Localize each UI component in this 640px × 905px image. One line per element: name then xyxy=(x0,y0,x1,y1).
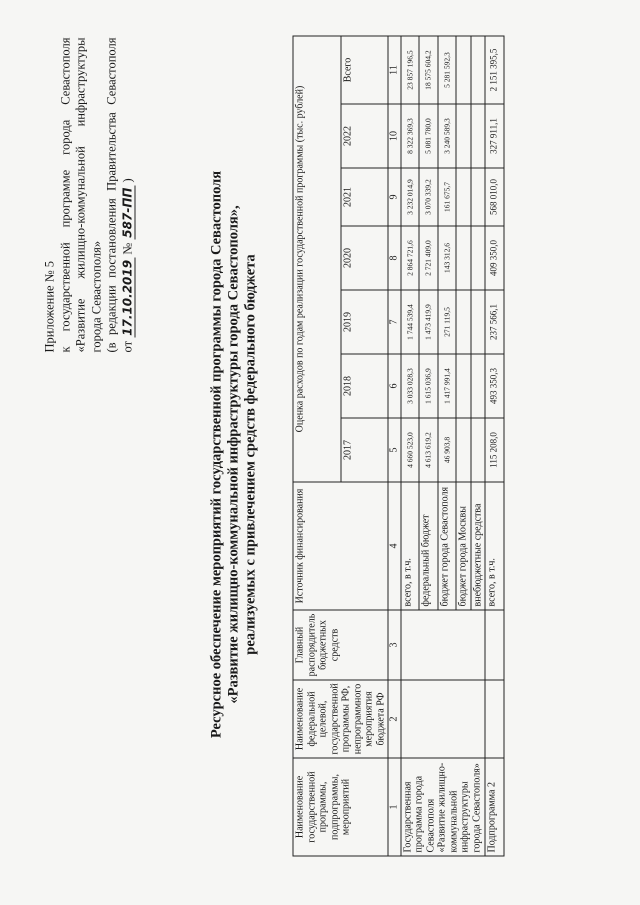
value-cell xyxy=(456,354,471,418)
value-cell: 409 350,0 xyxy=(485,226,504,290)
column-index: 4 xyxy=(388,482,401,610)
value-cell: 143 312,6 xyxy=(438,226,457,290)
value-cell: 493 350,3 xyxy=(485,354,504,418)
header-year: 2020 xyxy=(341,226,389,290)
value-cell: 1 615 036,9 xyxy=(419,354,438,418)
annex-close-paren: ) xyxy=(120,178,134,183)
value-cell xyxy=(471,104,486,168)
source-cell: бюджет города Севастополя xyxy=(438,482,457,610)
source-cell: всего, в т.ч. xyxy=(485,482,504,610)
column-index: 7 xyxy=(388,290,401,354)
column-index: 1 xyxy=(388,758,401,856)
annex-header xyxy=(43,38,136,353)
annex-from-label: от xyxy=(120,340,134,353)
source-cell: федеральный бюджет xyxy=(419,482,438,610)
value-cell xyxy=(456,418,471,482)
value-cell: 3 232 014,9 xyxy=(401,168,420,226)
handwritten-date: 17.10.2019 xyxy=(120,259,134,336)
value-cell xyxy=(471,168,486,226)
header-year: 2019 xyxy=(341,290,389,354)
value-cell: 3 240 589,3 xyxy=(438,104,457,168)
value-cell: 115 208,0 xyxy=(485,418,504,482)
value-cell: 568 010,0 xyxy=(485,168,504,226)
value-cell xyxy=(471,290,486,354)
value-cell xyxy=(456,290,471,354)
document-title xyxy=(209,155,260,755)
value-cell: 327 911,1 xyxy=(485,104,504,168)
federal-program-cell xyxy=(485,680,504,758)
budget-manager-cell xyxy=(485,610,504,680)
annex-line: «Развитие жилищно-коммунальной инфраструктуры xyxy=(73,37,88,353)
rotated-page xyxy=(1,0,640,905)
value-cell: 271 119,5 xyxy=(438,290,457,354)
value-cell: 5 081 780,0 xyxy=(419,104,438,168)
value-cell: 1 473 419,9 xyxy=(419,290,438,354)
budget-manager-cell xyxy=(401,610,486,680)
header-year: 2018 xyxy=(341,354,389,418)
value-cell xyxy=(471,354,486,418)
header-year: 2022 xyxy=(341,104,389,168)
header-year: Всего xyxy=(341,36,389,104)
program-name-cell: Государственная программа города Севастополя «Развитие жилищно-коммунальной инфраструктуры города Севастополя» xyxy=(401,758,486,856)
value-cell: 46 903,8 xyxy=(438,418,457,482)
value-cell: 1 744 539,4 xyxy=(401,290,420,354)
value-cell: 4 613 619,2 xyxy=(419,418,438,482)
column-index: 5 xyxy=(388,418,401,482)
annex-number: Приложение № 5 xyxy=(42,260,57,353)
value-cell: 1 417 991,4 xyxy=(438,354,457,418)
value-cell xyxy=(456,36,471,104)
value-cell xyxy=(471,226,486,290)
resource-table xyxy=(293,35,505,856)
value-cell: 161 675,7 xyxy=(438,168,457,226)
value-cell xyxy=(456,168,471,226)
source-cell: внебюджетные средства xyxy=(471,482,486,610)
title-line: реализуемых с привлечением средств федерального бюджета xyxy=(242,254,259,655)
value-cell: 2 151 395,5 xyxy=(485,36,504,104)
header-year: 2017 xyxy=(341,418,389,482)
value-cell xyxy=(471,418,486,482)
value-cell: 3 033 028,3 xyxy=(401,354,420,418)
header-expense-group: Оценка расходов по годам реализации государственной программы (тыс. рублей) xyxy=(293,36,341,482)
column-index: 10 xyxy=(388,104,401,168)
value-cell: 3 070 339,2 xyxy=(419,168,438,226)
column-index: 3 xyxy=(388,610,401,680)
value-cell xyxy=(471,36,486,104)
value-cell: 4 660 523,0 xyxy=(401,418,420,482)
header-source: Источник финансирования xyxy=(293,482,388,610)
title-line: «Развитие жилищно-коммунальной инфраструктуры города Севастополя», xyxy=(225,205,242,704)
table-body xyxy=(401,36,504,856)
column-index: 8 xyxy=(388,226,401,290)
header-budget-manager: Главный распорядитель бюджетных средств xyxy=(293,610,388,680)
handwritten-number: 587-ПП xyxy=(120,187,134,238)
federal-program-cell xyxy=(401,680,486,758)
source-cell: бюджет города Москвы xyxy=(456,482,471,610)
value-cell: 2 721 409,0 xyxy=(419,226,438,290)
table-row xyxy=(401,36,420,856)
column-index: 6 xyxy=(388,354,401,418)
header-federal-program: Наименование федеральной целевой, государственной программы РФ, непрограммного мероприятия бюджета РФ xyxy=(293,680,388,758)
title-line: Ресурсное обеспечение мероприятий государственной программы города Севастополя xyxy=(208,170,225,739)
header-year: 2021 xyxy=(341,168,389,226)
header-program: Наименование государственной программы, подпрограммы, мероприятий xyxy=(293,758,388,856)
program-name-cell: Подпрограмма 2 xyxy=(485,758,504,856)
column-index: 2 xyxy=(388,680,401,758)
value-cell: 2 864 721,6 xyxy=(401,226,420,290)
column-index-row xyxy=(388,36,401,856)
column-index: 11 xyxy=(388,36,401,104)
value-cell: 8 322 369,3 xyxy=(401,104,420,168)
value-cell xyxy=(456,226,471,290)
source-cell: всего, в т.ч. xyxy=(401,482,420,610)
column-index: 9 xyxy=(388,168,401,226)
annex-line: города Севастополя» xyxy=(89,240,103,353)
annex-resolution-line xyxy=(120,38,136,353)
value-cell xyxy=(456,104,471,168)
value-cell: 18 575 604,2 xyxy=(419,36,438,104)
annex-number-label: № xyxy=(120,242,134,255)
value-cell: 5 281 592,3 xyxy=(438,36,457,104)
annex-line: к государственной программе города Севастополя xyxy=(58,37,72,353)
annex-line: (в редакции постановления Правительства Севастополя xyxy=(104,37,119,353)
value-cell: 237 566,1 xyxy=(485,290,504,354)
value-cell: 23 857 196,5 xyxy=(401,36,420,104)
table-row xyxy=(485,36,504,856)
